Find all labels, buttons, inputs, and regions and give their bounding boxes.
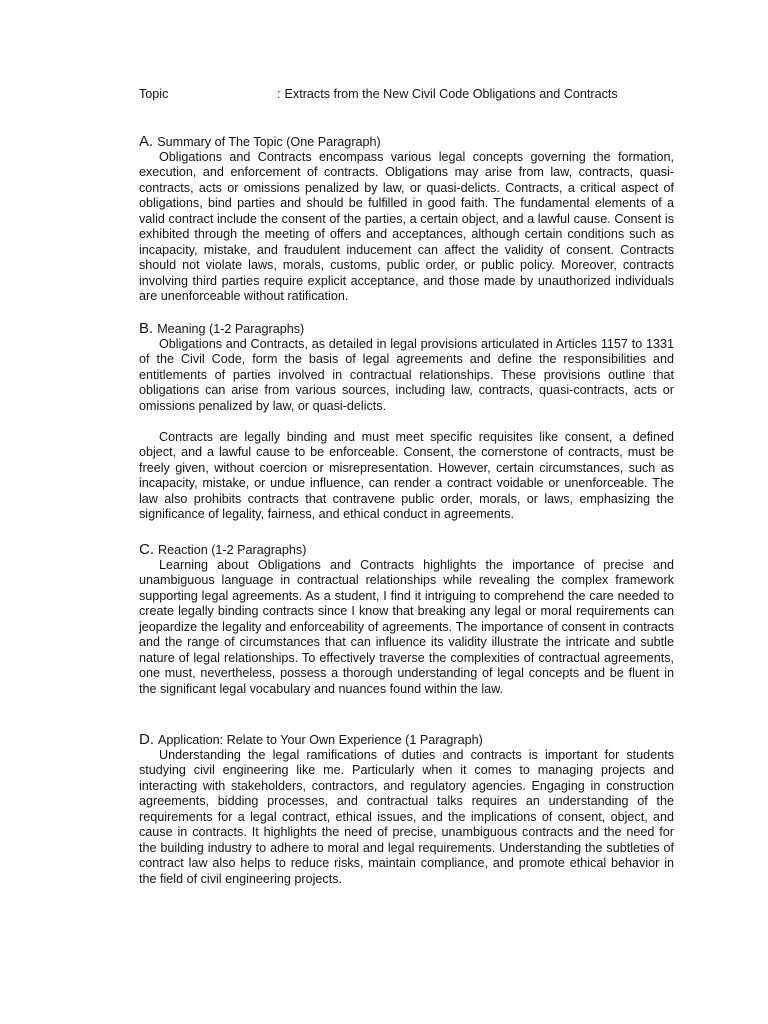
- section-title: Application: Relate to Your Own Experience (1 Paragraph): [158, 733, 483, 747]
- paragraph: Understanding the legal ramifications of duties and contracts is important for students studying civil engineering like me. Particularly when it comes to managing projects and interacting with stakeholders, contractors, and regulatory agencies. Engaging in construction agreements, bidding processes, and contractual talks requires an understanding of the requirements for a legal contract, ethical issues, and the implications of consent, object, and cause in contracts. It highlights the need of precise, unambiguous contracts and the need for the building industry to adhere to moral and legal requirements. Understanding the subtleties of contract law also helps to reduce risks, maintain compliance, and promote ethical behavior in the field of civil engineering projects.: [139, 748, 674, 886]
- paragraph: Obligations and Contracts encompass various legal concepts governing the formation, execution, and enforcement of contracts. Obligations may arise from law, contracts, quasi-contracts, acts or omissions penalized by law, or quasi-delicts. Contracts, a critical aspect of obligations, bind parties and should be fulfilled in good faith. The fundamental elements of a valid contract include the consent of the parties, a certain object, and a lawful cause. Consent is exhibited through the meeting of offers and acceptances, although certain conditions such as incapacity, mistake, and fraudulent inducement can affect the validity of consent. Contracts should not violate laws, morals, customs, public order, or public policy. Moreover, contracts involving third parties require explicit acceptance, and those made by unauthorized individuals are unenforceable without ratification.: [139, 150, 674, 304]
- section-heading: [139, 542, 674, 558]
- paragraph: Learning about Obligations and Contracts highlights the importance of precise and unambiguous language in contractual relationships while revealing the complex framework supporting legal agreements. As a student, I find it intriguing to comprehend the care needed to create legally binding contracts since I know that breaking any legal or moral requirements can jeopardize the legality and enforceability of agreements. The importance of consent in contracts and the range of circumstances that can influence its validity illustrate the intricate and subtle nature of legal relationships. To effectively traverse the complexities of contractual agreements, one must, nevertheless, possess a thorough understanding of legal concepts and be fluent in the significant legal vocabulary and nuances found within the law.: [139, 558, 674, 696]
- section-application: [139, 732, 674, 887]
- topic-line: [139, 86, 618, 102]
- topic-value: Extracts from the New Civil Code Obligations and Contracts: [284, 87, 618, 101]
- topic-colon: :: [277, 87, 281, 101]
- section-title: Reaction (1-2 Paragraphs): [158, 543, 307, 557]
- section-reaction: [139, 542, 674, 697]
- section-meaning: [139, 321, 674, 522]
- section-title: Summary of The Topic (One Paragraph): [157, 135, 381, 149]
- section-letter: A.: [139, 133, 154, 150]
- paragraph: Contracts are legally binding and must meet specific requisites like consent, a defined object, and a lawful cause to be enforceable. Consent, the cornerstone of contracts, must be freely given, without coercion or misrepresentation. However, certain circumstances, such as incapacity, mistake, or undue influence, can render a contract voidable or unenforceable. The law also prohibits contracts that contravene public order, morals, or laws, emphasizing the significance of legality, fairness, and ethical conduct in agreements.: [139, 429, 674, 522]
- section-heading: [139, 134, 674, 150]
- section-letter: C.: [139, 541, 154, 558]
- section-summary: [139, 134, 674, 305]
- section-heading: [139, 321, 674, 337]
- section-title: Meaning (1-2 Paragraphs): [157, 322, 305, 336]
- topic-label: Topic: [139, 87, 169, 101]
- section-letter: D.: [139, 731, 154, 748]
- paragraph: Obligations and Contracts, as detailed in legal provisions articulated in Articles 1157 to 1331 of the Civil Code, form the basis of legal agreements and define the responsibilities and entitlements of parties involved in contractual relationships. These provisions outline that obligations can arise from various sources, including law, contracts, quasi-contracts, acts or omissions penalized by law, or quasi-delicts.: [139, 337, 674, 413]
- section-letter: B.: [139, 320, 154, 337]
- section-heading: [139, 732, 674, 748]
